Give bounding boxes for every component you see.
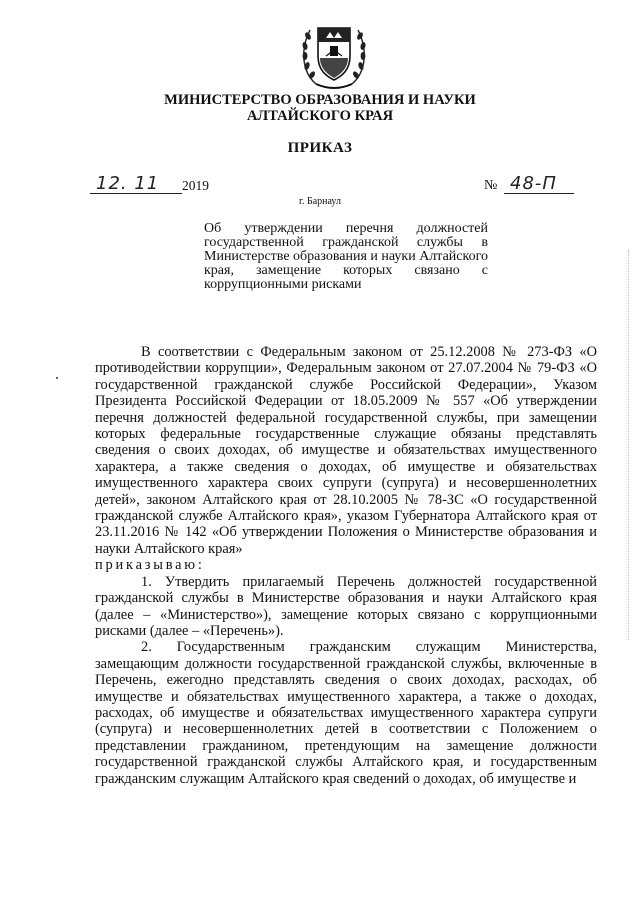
order-subject: Об утверждении перечня должностей государственной гражданской службы в Министерстве образования и науки Алтайского края, замещение которых связано с коррупционными рисками	[204, 221, 488, 292]
date-year: 2019	[182, 178, 209, 193]
number-sign: №	[484, 178, 498, 193]
order-body	[95, 344, 597, 787]
handwritten-order-number: 48-П	[510, 173, 557, 194]
scan-edge-artifact	[628, 250, 630, 640]
ministry-name-line2: АЛТАЙСКОГО КРАЯ	[246, 108, 394, 124]
date-underline	[90, 193, 182, 194]
document-type-title: ПРИКАЗ	[287, 140, 353, 156]
number-underline	[504, 193, 574, 194]
city-label: г. Барнаул	[299, 196, 341, 207]
preamble-paragraph: В соответствии с Федеральным законом от 25.12.2008 № 273-ФЗ «О противодействии коррупции», Федеральным законом от 27.07.2004 № 79-ФЗ «О государственной гражданской службе Российской Федерации», Указом Президента Российской Федерации от 18.05.2009 № 557 «Об утверждении перечня должностей федеральной государственной службы, при замещении которых федеральные государственные служащие обязаны представлять сведения о своих доходах, об имуществе и обязательствах имущественного характера, а также сведения о доходах, об имуществе и обязательствах имущественного характера своих супруги (супруга) и несовершеннолетних детей», законом Алтайского края от 28.10.2005 № 78-ЗС «О государственной гражданской службе Алтайского края», указом Губернатора Алтайского края от 23.11.2016 № 142 «Об утверждении Положения о Министерстве образования и науки Алтайского края»	[95, 344, 597, 557]
scan-speck	[56, 377, 58, 379]
coat-of-arms-emblem	[296, 14, 372, 92]
handwritten-date: 12. 11	[96, 173, 160, 194]
item-2-paragraph: 2. Государственным гражданским служащим Министерства, замещающим должности государственной гражданской службы, включенные в Перечень, ежегодно представлять сведения о своих доходах, расходах, об имуществе и обязательствах имущественного характера, а также о доходах, расходах, об имуществе и обязательствах имущественного характера супруги (супруга) и несовершеннолетних детей в соответствии с Положением о представлении гражданином, претендующим на замещение должности государственной гражданской службы Алтайского края, и государственным гражданским служащим Алтайского края сведений о доходах, об имуществе и	[95, 639, 597, 787]
order-word: приказываю:	[95, 557, 205, 574]
item-1-paragraph: 1. Утвердить прилагаемый Перечень должностей государственной гражданской службы в Министерстве образования и науки Алтайского края (далее – «Министерство»), замещение которых связано с коррупционными рисками (далее – «Перечень»).	[95, 573, 597, 639]
ministry-name-line1: МИНИСТЕРСТВО ОБРАЗОВАНИЯ И НАУКИ	[164, 92, 476, 108]
